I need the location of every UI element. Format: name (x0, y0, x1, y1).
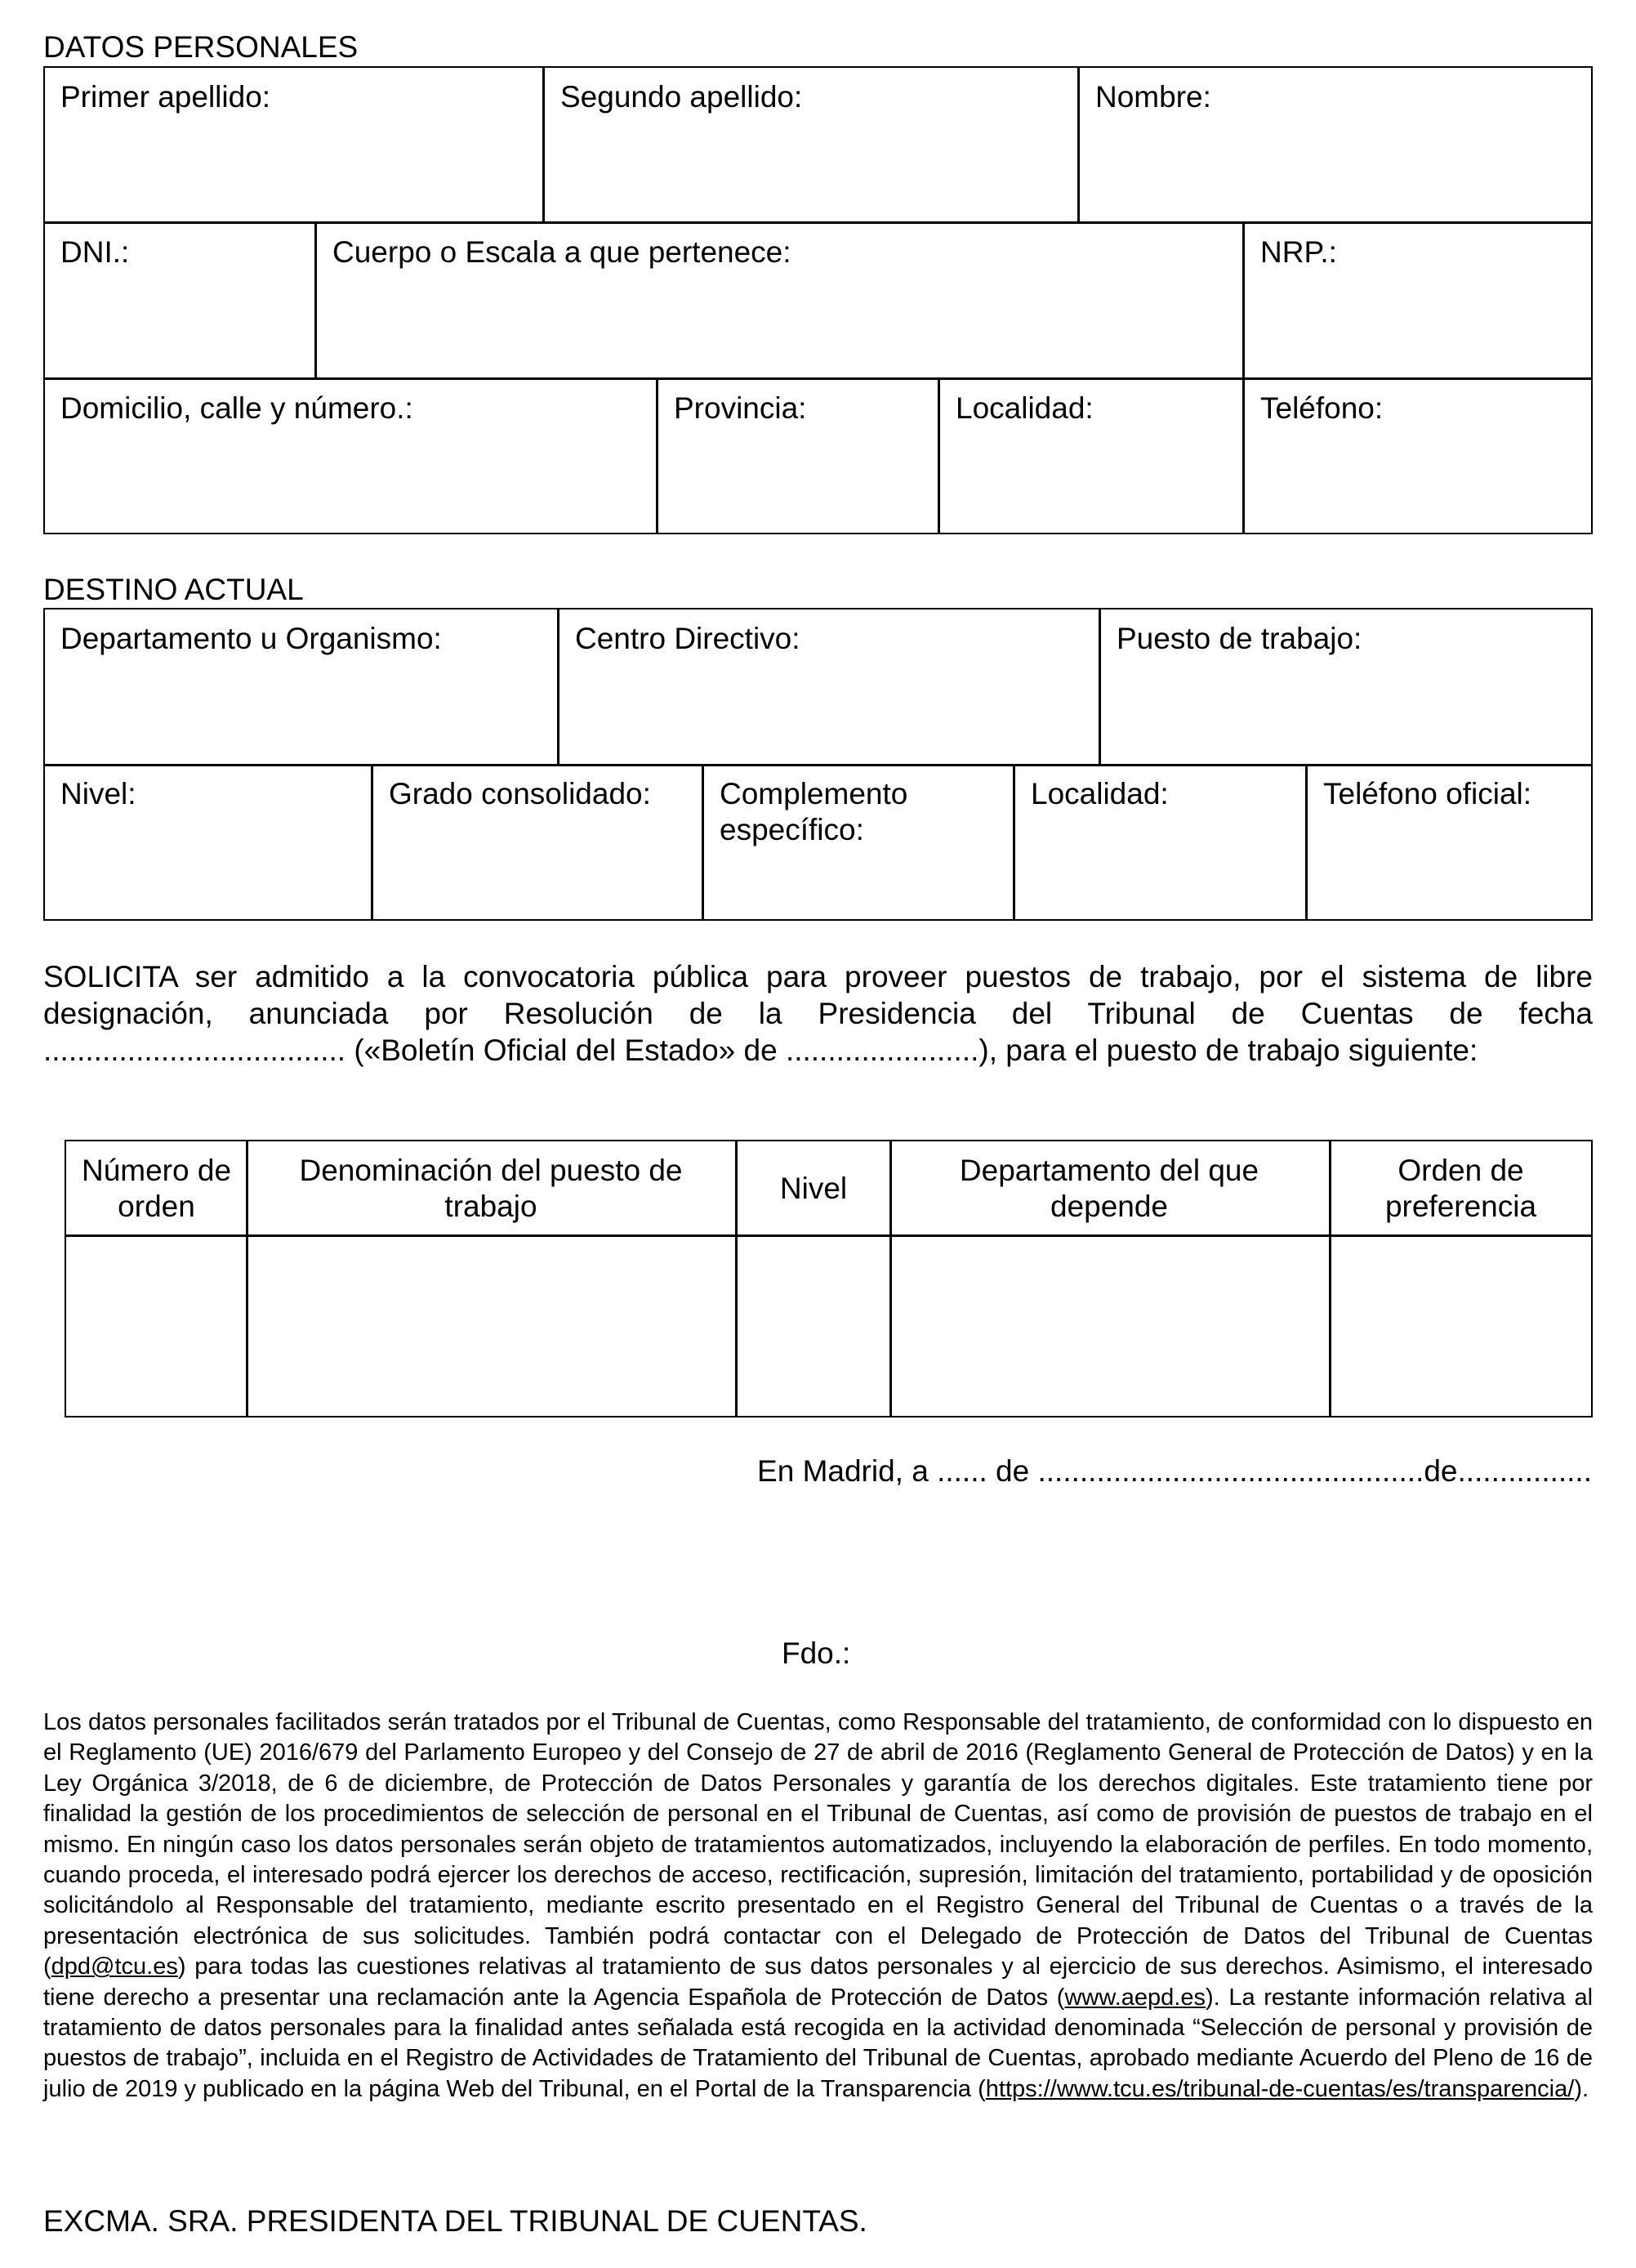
col-divider (702, 764, 704, 921)
localidad-destino-field[interactable]: Localidad: (1031, 777, 1169, 810)
col-divider (246, 1140, 248, 1418)
provincia-field[interactable]: Provincia: (674, 391, 807, 425)
puesto-trabajo-field[interactable]: Puesto de trabajo: (1117, 622, 1362, 655)
transparencia-link[interactable]: https://www.tcu.es/tribunal-de-cuentas/es/transparencia/ (985, 2075, 1575, 2102)
localidad-field[interactable]: Localidad: (956, 391, 1094, 425)
nrp-field[interactable]: NRP.: (1260, 235, 1337, 269)
solicita-line-2: designación, anunciada por Resolución de la Presidencia del Tribunal de Cuentas de fecha (43, 997, 1593, 1030)
row-divider (43, 377, 1593, 380)
col-divider (1099, 608, 1101, 765)
nivel-field[interactable]: Nivel: (60, 777, 136, 810)
dni-field[interactable]: DNI.: (60, 235, 130, 269)
col-divider (1077, 66, 1080, 222)
header-denominacion-puesto: Denominación del puesto de trabajo (299, 1153, 683, 1223)
domicilio-field[interactable]: Domicilio, calle y número.: (60, 391, 413, 425)
section-title-datos-personales: DATOS PERSONALES (43, 30, 359, 64)
header-divider (65, 1234, 1593, 1237)
col-divider (1305, 764, 1308, 921)
destinatario: EXCMA. SRA. PRESIDENTA DEL TRIBUNAL DE CUENTAS. (43, 2204, 867, 2238)
complemento-especifico-field[interactable]: Complemento específico: (720, 777, 908, 846)
header-numero-orden: Número de orden (81, 1153, 232, 1223)
solicita-line-1: SOLICITA ser admitido a la convocatoria pública para proveer puestos de trabajo, por el sistema de libre (43, 960, 1593, 993)
privacy-notice (43, 1708, 1593, 2105)
nombre-field[interactable]: Nombre: (1095, 80, 1211, 114)
telefono-oficial-field[interactable]: Teléfono oficial: (1323, 777, 1532, 810)
telefono-field[interactable]: Teléfono: (1260, 391, 1384, 425)
col-divider (542, 66, 545, 222)
grado-consolidado-field[interactable]: Grado consolidado: (389, 777, 651, 810)
col-divider (1242, 377, 1245, 534)
row-divider (43, 221, 1593, 224)
privacy-text-4: ). (1574, 2075, 1589, 2102)
col-divider (656, 377, 658, 534)
cuerpo-escala-field[interactable]: Cuerpo o Escala a que pertenece: (332, 235, 791, 269)
header-orden-preferencia: Orden de preferencia (1384, 1153, 1537, 1223)
firma-label: Fdo.: (782, 1636, 851, 1670)
col-divider (557, 608, 559, 765)
col-divider (1242, 221, 1245, 378)
fecha-lugar: En Madrid, a ...... de ..............................................de................ (757, 1454, 1592, 1488)
dpd-email-link[interactable]: dpd@tcu.es (51, 1953, 178, 1980)
personal-data-table (43, 66, 1593, 534)
col-divider (371, 764, 373, 921)
col-divider (938, 377, 940, 534)
section-title-destino-actual: DESTINO ACTUAL (43, 573, 304, 606)
centro-directivo-field[interactable]: Centro Directivo: (575, 622, 800, 655)
row-divider (43, 764, 1593, 766)
col-divider (1013, 764, 1015, 921)
solicita-line-3: .................................... («Boletín Oficial del Estado» de .......................), para el puesto de trabajo siguiente: (43, 1034, 1478, 1067)
privacy-text-1: Los datos personales facilitados serán tratados por el Tribunal de Cuentas, como Responsable del tratamiento, de conformidad con lo dispuesto en el Reglamento (UE) 2016/679 del Parlamento Europeo y del Consejo de 27 de abril de 2016 (Reglamento General de Protección de Datos) y en la Ley Orgánica 3/2018, de 6 de diciembre, de Protección de Datos Personales y garantía de los derechos digitales. Este tratamiento tiene por finalidad la gestión de los procedimientos de selección de personal en el Tribunal de Cuentas, así como de provisión de puestos de trabajo en el mismo. En ningún caso los datos personales serán objeto de tratamientos automatizados, incluyendo la elaboración de perfiles. En todo momento, cuando proceda, el interesado podrá ejercer los derechos de acceso, rectificación, supresión, limitación del tratamiento, portabilidad y de oposición solicitándolo al Responsable del tratamiento, mediante escrito presentado en el Registro General del Tribunal de Cuentas o a través de la presentación electrónica de sus solicitudes. También podrá contactar con el Delegado de Protección de Datos del Tribunal de Cuentas ( (43, 1709, 1593, 1980)
primer-apellido-field[interactable]: Primer apellido: (60, 80, 271, 114)
aepd-link[interactable]: www.aepd.es (1064, 1984, 1206, 2011)
privacy-text-2: ) para todas las cuestiones relativas al tratamiento de sus datos personales y al ejercicio de sus derechos. Asimismo, el interesado tiene derecho a presentar una reclamación ante la Agencia Española de Protección de Datos ( (43, 1953, 1593, 2011)
col-divider (314, 221, 317, 378)
privacy-text-3: ). La restante información relativa al tratamiento de datos personales para la finalidad antes señalada está recogida en la actividad denominada “Selección de personal y provisión de puestos de trabajo”, incluida en el Registro de Actividades de Tratamiento del Tribunal de Cuentas, aprobado mediante Acuerdo del Pleno de 16 de julio de 2019 y publicado en la página Web del Tribunal, en el Portal de la Transparencia ( (43, 1984, 1594, 2102)
departamento-field[interactable]: Departamento u Organismo: (60, 622, 442, 655)
header-nivel: Nivel (779, 1171, 848, 1205)
col-divider (889, 1140, 892, 1418)
solicita-paragraph (43, 958, 1593, 1069)
segundo-apellido-field[interactable]: Segundo apellido: (560, 80, 803, 114)
header-departamento: Departamento del que depende (959, 1153, 1259, 1223)
